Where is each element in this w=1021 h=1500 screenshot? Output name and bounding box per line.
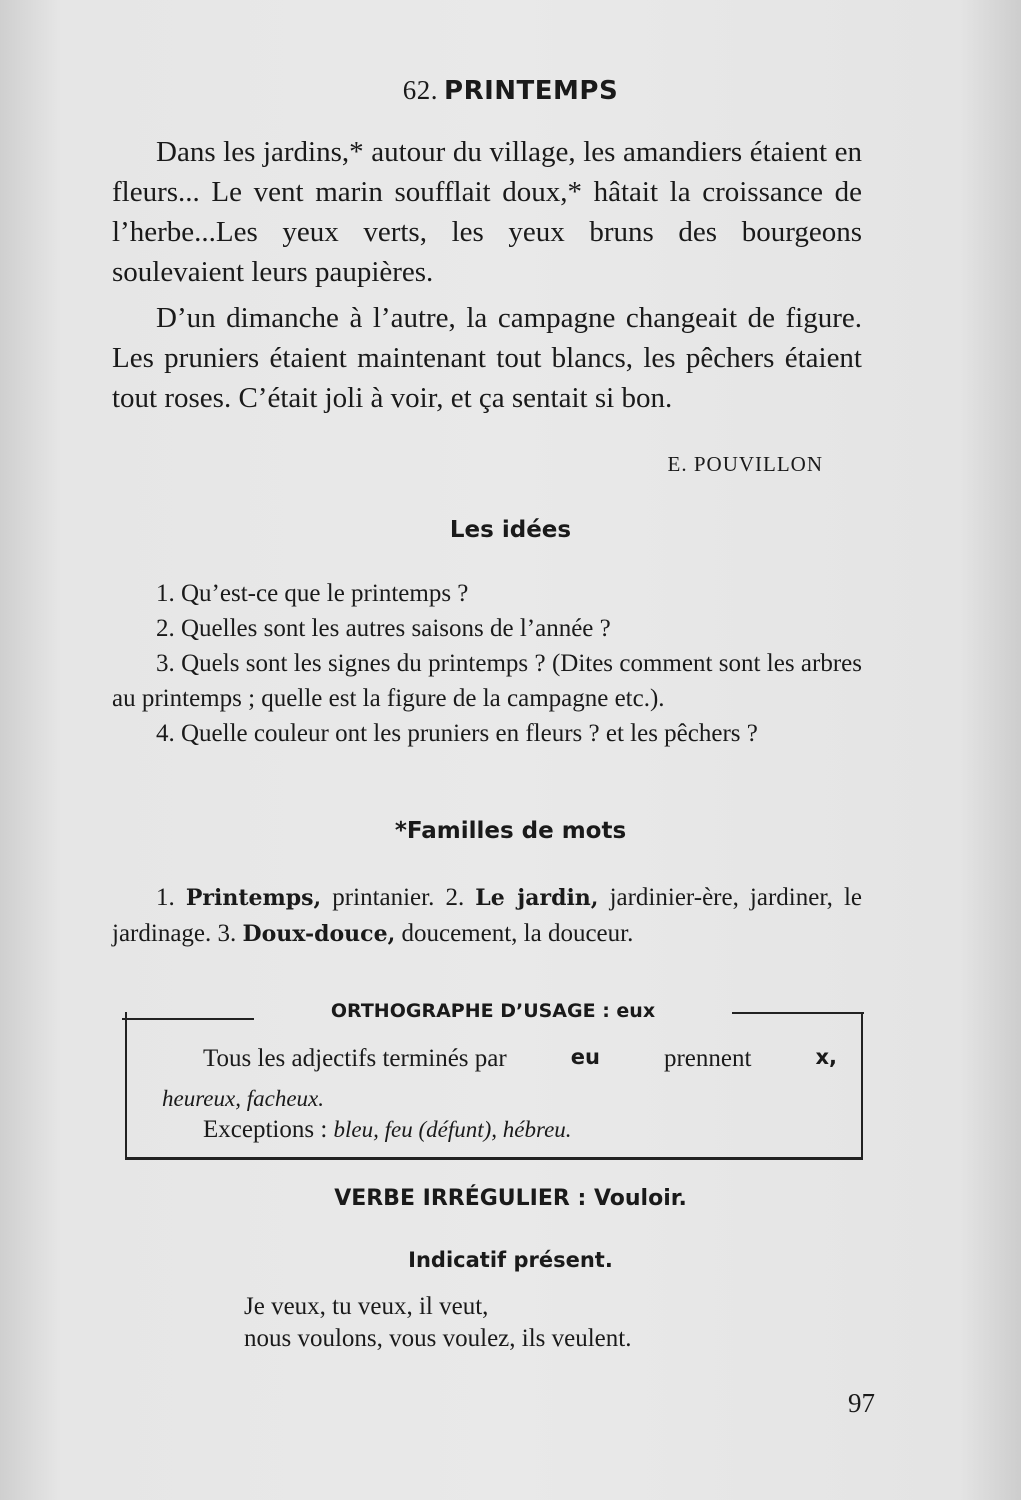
spelling-rule-line (203, 1045, 837, 1073)
conjugation-line: Je veux, tu veux, il veut, (244, 1293, 489, 1320)
text-paragraph-1: Dans les jardins,* autour du village, les amandiers étaient en fleurs... Le vent marin soufflait doux,* hâtait la croissance de l’herbe...Les yeux verts, les yeux bruns des bourgeons soulevaient leurs paupières. (112, 136, 862, 288)
word-families-heading: *Familles de mots (394, 818, 627, 844)
conjugation-line: nous voulons, vous voulez, ils veulent. (244, 1325, 632, 1352)
questions-list (112, 576, 862, 751)
lesson-number: 62. (402, 75, 439, 105)
question-item: 2. Quelles sont les autres saisons de l’année ? (156, 615, 611, 642)
lesson-title (0, 75, 1021, 106)
family-number: 3. (217, 920, 237, 947)
family-headword: Le jardin, (475, 885, 599, 911)
family-words: jardinier-ère, jardiner, le jardinage. (112, 884, 863, 947)
word-families-text (112, 880, 862, 952)
question-item: 1. Qu’est-ce que le printemps ? (156, 580, 469, 607)
rule-letter: x, (815, 1045, 837, 1069)
verb-heading: VERBE IRRÉGULIER : Vouloir. (334, 1186, 687, 1211)
rule-text: Tous les adjectifs terminés par (203, 1045, 507, 1072)
rule-exceptions (203, 1116, 572, 1144)
divider (732, 1012, 864, 1014)
exceptions-label: Exceptions : (203, 1116, 328, 1143)
text-paragraph-2: D’un dimanche à l’autre, la campagne changeait de figure. Les pruniers étaient maintenant tout blancs, les pêchers étaient tout roses. C’était joli à voir, et ça sentait si bon. (112, 302, 862, 414)
author-signature: E. POUVILLON (667, 452, 823, 476)
family-words: printanier. (332, 884, 435, 911)
exceptions-list: bleu, feu (défunt), hébreu. (333, 1117, 572, 1142)
family-number: 1. (156, 884, 175, 911)
family-headword: Printemps, (185, 885, 322, 911)
spelling-heading-row (122, 1000, 864, 1030)
rule-suffix: eu (570, 1045, 600, 1069)
question-item: 4. Quelle couleur ont les pruniers en fleurs ? et les pêchers ? (156, 720, 758, 747)
page-number: 97 (848, 1388, 875, 1418)
spelling-rule-box (125, 1012, 863, 1160)
family-words: doucement, la douceur. (401, 920, 634, 947)
rule-examples: heureux, facheux. (162, 1086, 324, 1111)
ideas-heading: Les idées (449, 517, 572, 543)
question-item: 3. Quels sont les signes du printemps ? (Dites comment sont les arbres au printemps ; quelle est la figure de la campagne etc.). (112, 650, 862, 712)
family-headword: Doux-douce, (242, 921, 396, 947)
tense-heading: Indicatif présent. (408, 1248, 613, 1272)
lesson-title-text: PRINTEMPS (444, 76, 619, 106)
family-number: 2. (445, 884, 465, 911)
rule-text: prennent (663, 1045, 752, 1072)
spelling-heading: ORTHOGRAPHE D’USAGE : eux (330, 1000, 656, 1022)
